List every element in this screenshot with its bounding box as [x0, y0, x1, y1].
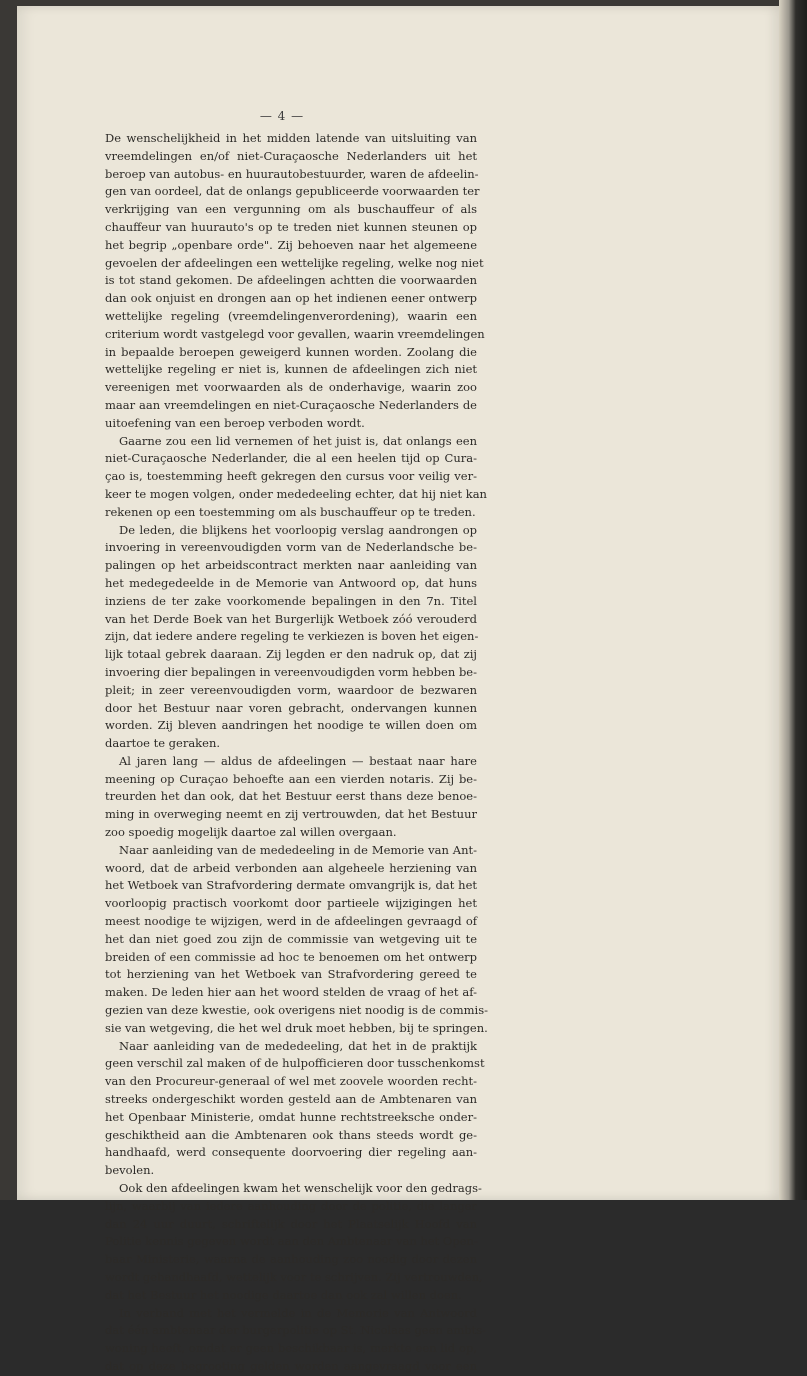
- text-line: gevoelen der afdeelingen een wettelijke regeling, welke nog niet: [105, 255, 484, 270]
- text-line: breiden of een commissie ad hoc te benoemen om het ontwerp: [105, 949, 477, 964]
- text-line: is tot stand gekomen. De afdeelingen achtten die voorwaarden: [105, 273, 477, 288]
- text-line: het dan niet goed zou zijn de commissie van wetgeving uit te: [105, 931, 477, 946]
- text-line: pleit; in zeer vereenvoudigden vorm, waardoor de bezwaren: [105, 682, 477, 697]
- text-line: sie van wetgeving, die het wel druk moet hebben, bij te springen.: [105, 1020, 488, 1035]
- text-line: vereenigen met voorwaarden als de onderhavige, waarin zoo: [105, 380, 477, 395]
- text-line: Naar aanleiding van de mededeeling in de Memorie van Ant-: [119, 842, 477, 857]
- text-line: dat één ambtenaar der burgerpolitie op St. Nicolaas geen ambts-: [105, 1323, 487, 1338]
- text-line: het begrip „openbare orde". Zij behoeven naar het algemeene: [105, 237, 477, 252]
- text-line: van den Procureur-generaal of wel met zoovele woorden recht-: [105, 1074, 477, 1089]
- text-line: tot herziening van het Wetboek van Strafvordering gereed te: [105, 967, 477, 982]
- text-line: geschiktheid aan die Ambtenaren ook thans steeds wordt ge-: [105, 1127, 477, 1142]
- text-line: Naar aanleiding van de mededeeling, dat het in de praktijk: [119, 1038, 477, 1053]
- text-line: niet-Curaçaosche Nederlander, die al een heelen tijd op Cura-: [105, 451, 477, 466]
- text-line: geen verschil zal maken of de hulpofficieren door tusschenkomst: [105, 1056, 485, 1071]
- text-line: dat het Bestuur het noodige daartoe dan ook zal willen doen.: [105, 1287, 462, 1302]
- text-line: Al jaren lang — aldus de afdeelingen — bestaat naar hare: [119, 753, 477, 768]
- text-line: wettelijke regeling er niet is, kunnen de afdeelingen zich niet: [105, 362, 477, 377]
- text-line: lijn, waarbij van iedere aanhouding door de politie, die langer: [105, 1198, 477, 1213]
- text-line: vreemdelingen en/of niet-Curaçaosche Nederlanders uit het: [105, 148, 477, 163]
- text-line: handhaafd, werd consequente doorvoering dier regeling aan-: [105, 1145, 477, 1160]
- page-number: — 4 —: [259, 109, 305, 123]
- text-line: uitoefening van een beroep verboden wordt.: [105, 415, 365, 430]
- text-line: door het Bestuur naar voren gebracht, ondervangen kunnen: [105, 700, 477, 715]
- text-line: wettelijke regeling (vreemdelingenverordening), waarin een: [105, 308, 477, 323]
- text-line: beroep van autobus- en huurautobestuurder, waren de afdeelin-: [105, 166, 479, 181]
- text-line: invoering in vereenvoudigden vorm van de Nederlandsche be-: [105, 540, 477, 555]
- text-line: voorloopig practisch voorkomt door partieele wijzigingen het: [105, 896, 477, 911]
- text-line: Ook den afdeelingen kwam het wenschelijk voor den gedrags-: [119, 1181, 482, 1196]
- text-line: meest noodige te wijzigen, werd in de afdeelingen gevraagd of: [105, 914, 477, 929]
- body-text: [105, 130, 488, 1376]
- text-line: woning heeft, omdat er geen beschikbaar is, merkte een lid op,: [105, 1341, 477, 1356]
- page-edge-shadow: [779, 0, 807, 1200]
- text-line: daartoe te geraken.: [105, 736, 221, 751]
- text-line: dan 24 uur duurt, schriftelijk door het Plaatselijk Hoofd van: [105, 1216, 477, 1231]
- text-line: in bepaalde beroepen geweigerd kunnen worden. Zoolang die: [105, 344, 477, 359]
- text-line: streeks ondergeschikt worden gesteld aan de Ambtenaren van: [105, 1092, 477, 1107]
- text-line: dat op deze begrooting gelden worden aangevraagd voor een: [105, 1358, 477, 1373]
- text-line: worden. Zij bleven aandringen het noodige te willen doen om: [105, 718, 477, 733]
- text-line: ming in overweging neemt en zij vertrouwden, dat het Bestuur: [105, 807, 477, 822]
- text-line: palingen op het arbeidscontract merkten naar aanleiding van: [105, 558, 477, 573]
- text-line: zijn, dat iedere andere regeling te verkiezen is boven het eigen-: [105, 629, 479, 644]
- text-line: De wenschelijkheid in het midden latende van uitsluiting van: [105, 131, 477, 145]
- text-line: chauffeur van huurauto's op te treden niet kunnen steunen op: [105, 219, 477, 234]
- text-line: De leden, die blijkens het voorloopig verslag aandrongen op: [119, 522, 477, 537]
- text-line: çao is, toestemming heeft gekregen den cursus voor veilig ver-: [105, 469, 477, 484]
- text-line: Politie kennis gegeven wordt aan den Ambtenaar van het Open-: [105, 1234, 478, 1249]
- text-line: inziens de ter zake voorkomende bepalingen in den 7n. Titel: [105, 593, 477, 608]
- document-page: [17, 6, 779, 1373]
- text-line: dan ook onjuist en drongen aan op het indienen eener ontwerp: [105, 291, 477, 306]
- text-line: invoering dier bepalingen in vereenvoudigden vorm hebben be-: [105, 664, 477, 679]
- text-line: keer te mogen volgen, onder mededeeling echter, dat hij niet kan: [105, 486, 487, 501]
- text-line: het medegedeelde in de Memorie van Antwoord op, dat huns: [105, 575, 477, 590]
- text-line: meening op Curaçao behoefte aan een vierden notaris. Zij be-: [105, 771, 477, 786]
- text-line: rekenen op een toestemming om als buschauffeur op te treden.: [105, 504, 476, 519]
- text-line: maken. De leden hier aan het woord stelden de vraag of het af-: [105, 985, 477, 1000]
- text-line: van het Derde Boek van het Burgerlijk Wetboek zóó verouderd: [105, 611, 477, 626]
- text-line: het Wetboek van Strafvordering dermate omvangrijk is, dat het: [105, 878, 477, 893]
- text-line: verkrijging van een vergunning om als buschauffeur of als: [105, 202, 477, 217]
- text-line: gezien van deze kwestie, ook overigens niet noodig is de commis-: [105, 1003, 488, 1018]
- text-line: lijk totaal gebrek daaraan. Zij legden er den nadruk op, dat zij: [105, 647, 477, 662]
- text-line: woord, dat de arbeid verbonden aan algeheele herziening van: [105, 860, 477, 875]
- text-line: criterium wordt vastgelegd voor gevallen, waarin vreemdelingen: [105, 326, 485, 341]
- text-line: Gaarne zou een lid vernemen of het juist is, dat onlangs een: [119, 433, 477, 448]
- text-line: wordt gehandhaafd, wettelijk voor te schrijven. Zij vertrouwden,: [105, 1270, 483, 1284]
- text-line: treurden het dan ook, dat het Bestuur eerst thans deze benoe-: [105, 789, 477, 804]
- text-line: baar Ministerie, waarna de aanhouding zoo noodig door dezen: [105, 1252, 477, 1267]
- text-line: bevolen.: [105, 1163, 155, 1178]
- text-line: gen van oordeel, dat de onlangs gepubliceerde voorwaarden ter: [105, 184, 480, 199]
- text-line: In verband met het vermelde in de Memorie van Antwoord: [119, 1305, 477, 1320]
- text-line: het Openbaar Ministerie, omdat hunne rechtstreeksche onder-: [105, 1109, 477, 1124]
- text-line: maar aan vreemdelingen en niet-Curaçaosche Nederlanders de: [105, 397, 477, 412]
- text-line: zoo spoedig mogelijk daartoe zal willen overgaan.: [105, 825, 397, 840]
